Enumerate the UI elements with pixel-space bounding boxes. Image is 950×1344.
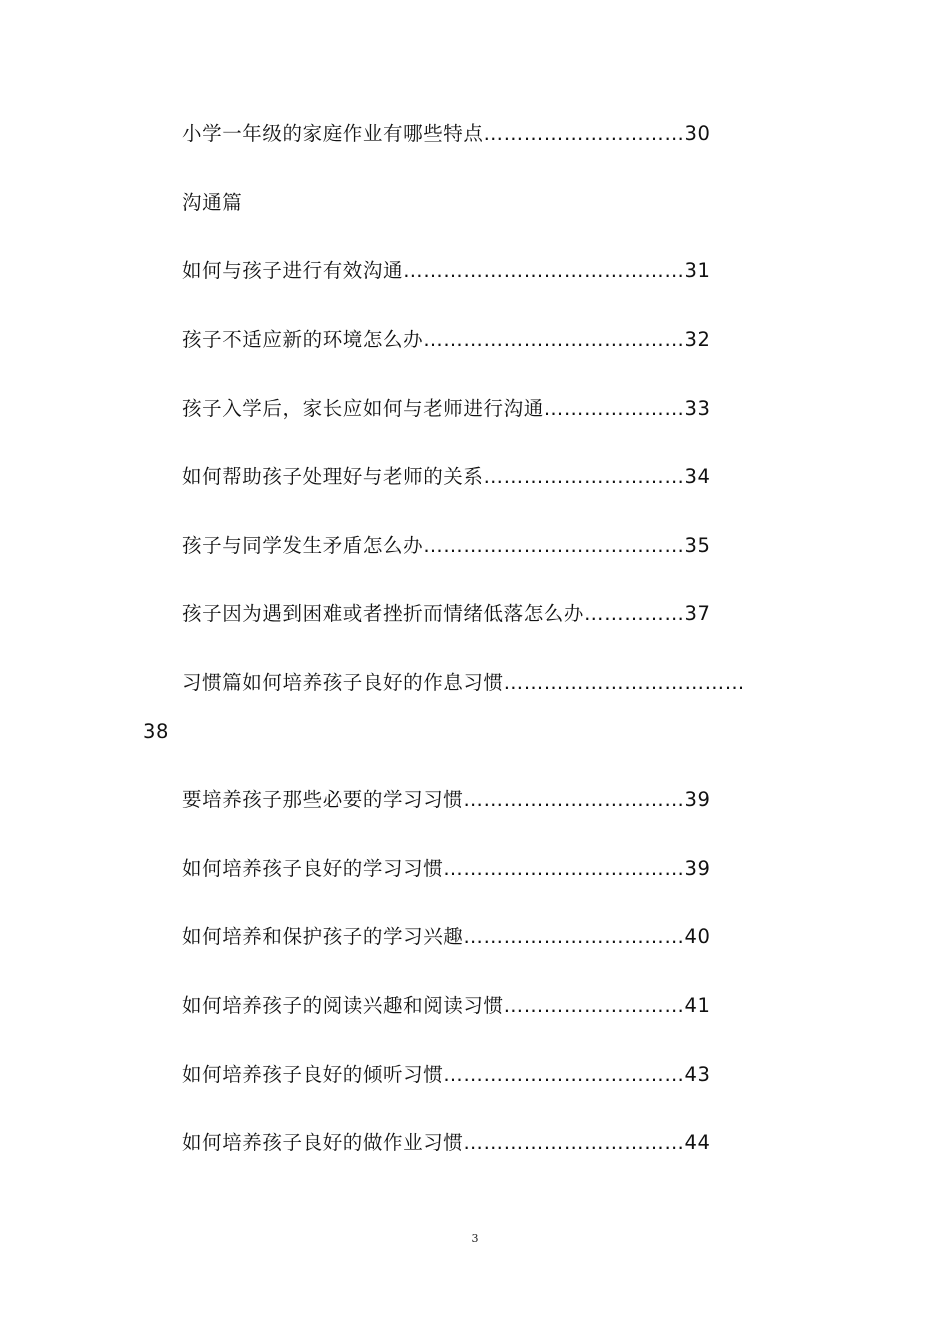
toc-section-communication: 沟通篇	[182, 191, 243, 214]
toc-entry-teacher-relationship: 如何帮助孩子处理好与老师的关系…………………………34	[182, 465, 711, 488]
toc-entry-effective-communication: 如何与孩子进行有效沟通……………………………………31	[182, 259, 711, 282]
toc-entry-classmate-conflict: 孩子与同学发生矛盾怎么办…………………………………35	[182, 534, 711, 557]
toc-entry-study-interest: 如何培养和保护孩子的学习兴趣……………………………40	[182, 925, 711, 948]
toc-entry-habits-routine: 习惯篇如何培养孩子良好的作息习惯………………………………	[182, 671, 745, 694]
toc-entry-homework-features: 小学一年级的家庭作业有哪些特点…………………………30	[182, 122, 711, 145]
toc-entry-listening-habits: 如何培养孩子良好的倾听习惯………………………………43	[182, 1063, 711, 1086]
toc-entry-reading-interest: 如何培养孩子的阅读兴趣和阅读习惯………………………41	[182, 994, 711, 1017]
toc-entry-parent-teacher-communication: 孩子入学后，家长应如何与老师进行沟通…………………33	[182, 397, 711, 420]
toc-entry-necessary-study-habits: 要培养孩子那些必要的学习习惯……………………………39	[182, 788, 711, 811]
toc-entry-low-mood: 孩子因为遇到困难或者挫折而情绪低落怎么办……………37	[182, 602, 711, 625]
toc-entry-good-study-habits: 如何培养孩子良好的学习习惯………………………………39	[182, 857, 711, 880]
toc-entry-habits-routine-page: 38	[143, 720, 170, 743]
toc-entry-new-environment: 孩子不适应新的环境怎么办…………………………………32	[182, 328, 711, 351]
page-number: 3	[471, 1232, 479, 1245]
toc-entry-homework-habits: 如何培养孩子良好的做作业习惯……………………………44	[182, 1131, 711, 1154]
